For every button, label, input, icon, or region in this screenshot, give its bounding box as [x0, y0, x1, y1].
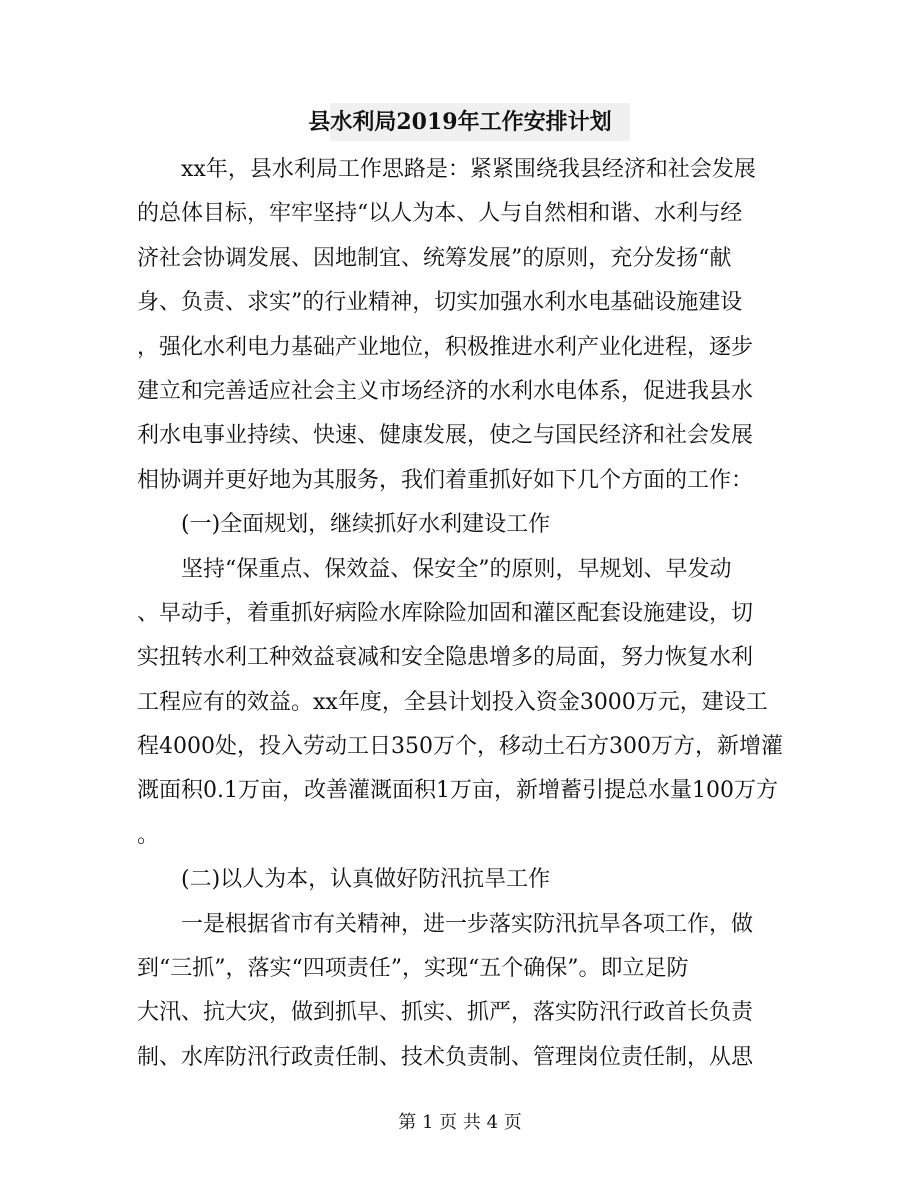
- text-line: (二)以人为本，认真做好防汛抗旱工作: [181, 867, 551, 893]
- text-line: xx年，县水利局工作思路是：紧紧围绕我县经济和社会发展: [181, 157, 756, 182]
- text-line: 利水电事业持续、快速、健康发展，使之与国民经济和社会发展: [137, 423, 754, 449]
- text-line: 溉面积0.1万亩，改善灌溉面积1万亩，新增蓄引提总水量100万方: [137, 778, 778, 804]
- text-line: 的总体目标，牢牢坚持“以人为本、人与自然相和谐、水利与经: [137, 201, 743, 227]
- text-line: 建立和完善适应社会主义市场经济的水利水电体系，促进我县水: [137, 378, 754, 404]
- text-line: 一是根据省市有关精神，进一步落实防汛抗旱各项工作，做: [181, 911, 754, 937]
- text-line: (一)全面规划，继续抓好水利建设工作: [181, 512, 551, 538]
- document-title: 县水利局2019年工作安排计划: [308, 109, 612, 135]
- text-line: 到“三抓”，落实“四项责任”，实现“五个确保”。即立足防: [137, 956, 689, 982]
- text-line: 济社会协调发展、因地制宜、统筹发展”的原则，充分发扬“献: [137, 245, 732, 271]
- text-line: 实扭转水利工种效益衰减和安全隐患增多的局面，努力恢复水利: [137, 645, 754, 671]
- text-line: 相协调并更好地为其服务，我们着重抓好如下几个方面的工作：: [137, 467, 754, 493]
- text-line: 大汛、抗大灾，做到抓早、抓实、抓严，落实防汛行政首长负责: [137, 1000, 754, 1026]
- text-line: 程4000处，投入劳动工日350万个，移动土石方300万方，新增灌: [137, 734, 783, 760]
- text-line: 制、水库防汛行政责任制、技术负责制、管理岗位责任制，从思: [137, 1044, 754, 1070]
- text-line: 。: [137, 822, 160, 848]
- text-line: 身、负责、求实”的行业精神，切实加强水利水电基础设施建设: [137, 290, 743, 316]
- document-body: [137, 148, 787, 1080]
- text-line: 坚持“保重点、保效益、保安全”的原则，早规划、早发动: [181, 556, 732, 582]
- text-line: ，强化水利电力基础产业地位，积极推进水利产业化进程，逐步: [137, 334, 754, 360]
- page-footer: 第 1 页 共 4 页: [398, 1112, 522, 1133]
- text-line: 工程应有的效益。xx年度，全县计划投入资金3000万元，建设工: [137, 689, 768, 715]
- text-line: 、早动手，着重抓好病险水库除险加固和灌区配套设施建设，切: [137, 600, 754, 626]
